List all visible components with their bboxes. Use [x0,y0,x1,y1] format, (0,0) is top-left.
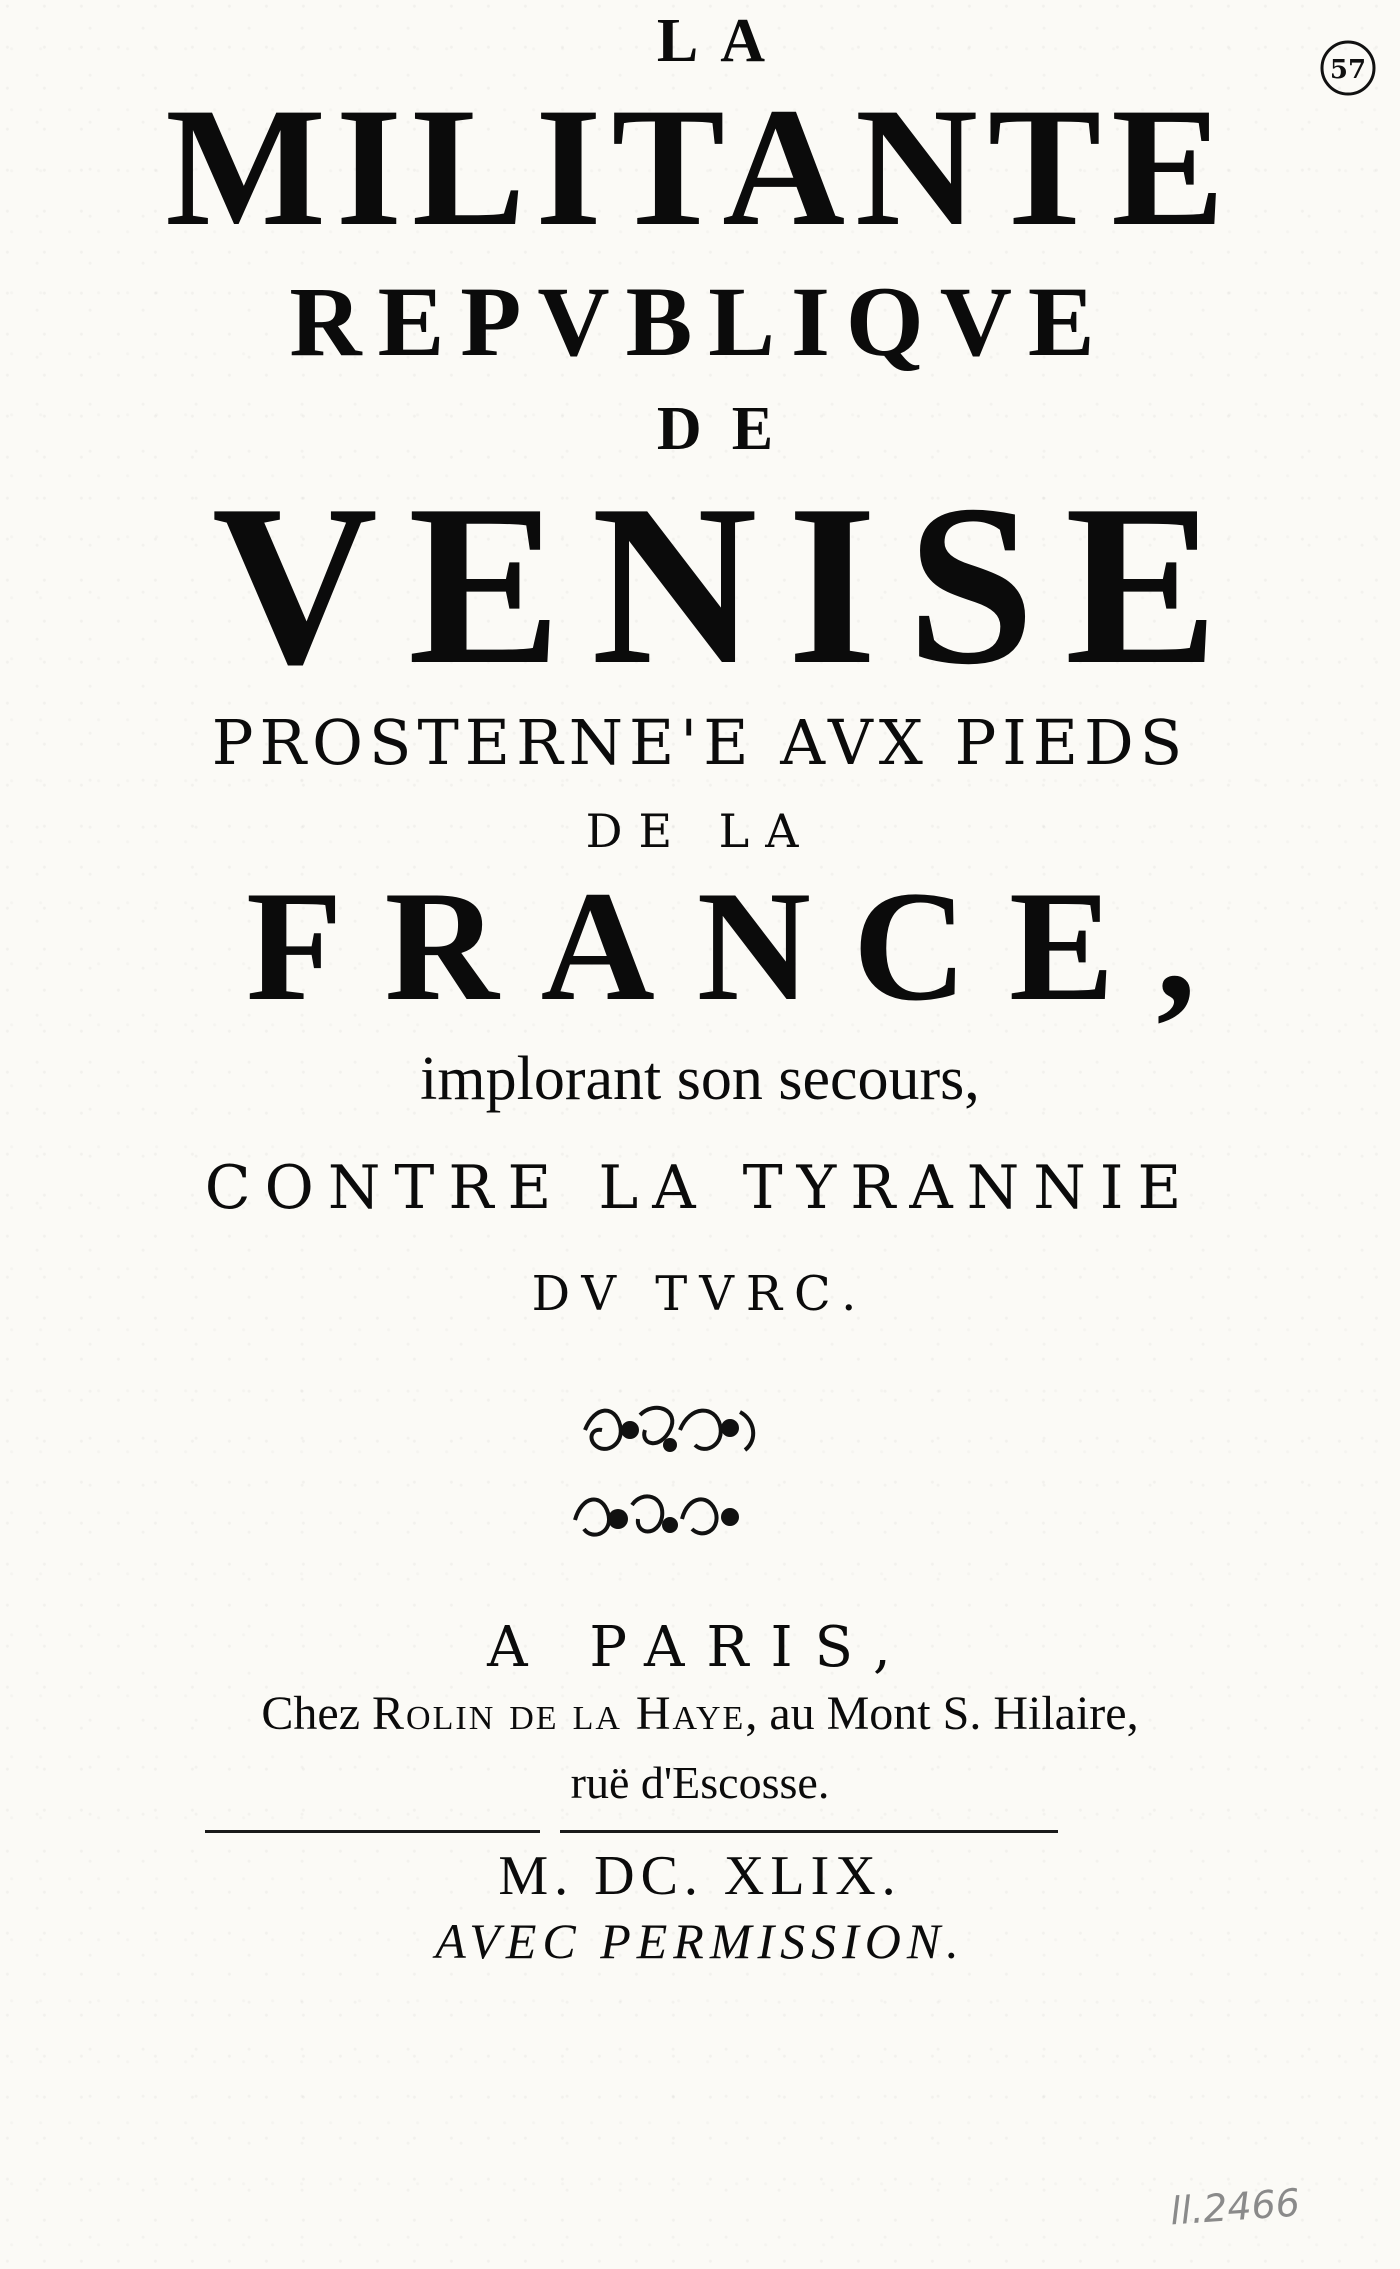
imprint-street: ruë d'Escosse. [570,1757,830,1808]
title-line-prosternee: PROSTERNE'E AVX PIEDS [211,706,1189,779]
title-line-republique: REPVBLIQVE [289,266,1111,377]
title-line-contre: CONTRE LA TYRANNIE [204,1153,1196,1223]
imprint-year: M. DC. XLIX. [498,1845,902,1907]
title-line-du-turc: DV TVRC. [531,1266,869,1322]
imprint-permission: AVEC PERMISSION. [435,1913,965,1969]
title-line-la: LA [656,7,788,75]
title-line-de: DE [656,395,804,463]
title-line-de-la: DE LA [585,804,815,858]
shelfmark-annotation: ll.2466 [1168,2180,1302,2234]
library-stamp-icon [1318,38,1378,98]
title-line-implorant: implorant son secours, [420,1045,980,1113]
divider-rule-left [205,1830,540,1833]
imprint-a-paris: A PARIS, [487,1615,913,1680]
imprint-printer-line [0,1687,1400,1740]
printer-ornament-bottom [570,1485,750,1545]
title-line-militante: MILITANTE [165,73,1235,261]
title-line-france: FRANCE, [246,859,1238,1034]
imprint-printer-name: Rolin de la Haye [372,1687,746,1740]
title-line-venise: VENISE [211,457,1249,712]
imprint-location: , au Mont S. Hilaire, [745,1687,1139,1740]
imprint-chez: Chez [261,1687,361,1740]
printer-ornament-top [580,1400,760,1460]
library-stamp-number: 57 [1329,55,1367,85]
divider-rule-right [560,1830,1058,1833]
